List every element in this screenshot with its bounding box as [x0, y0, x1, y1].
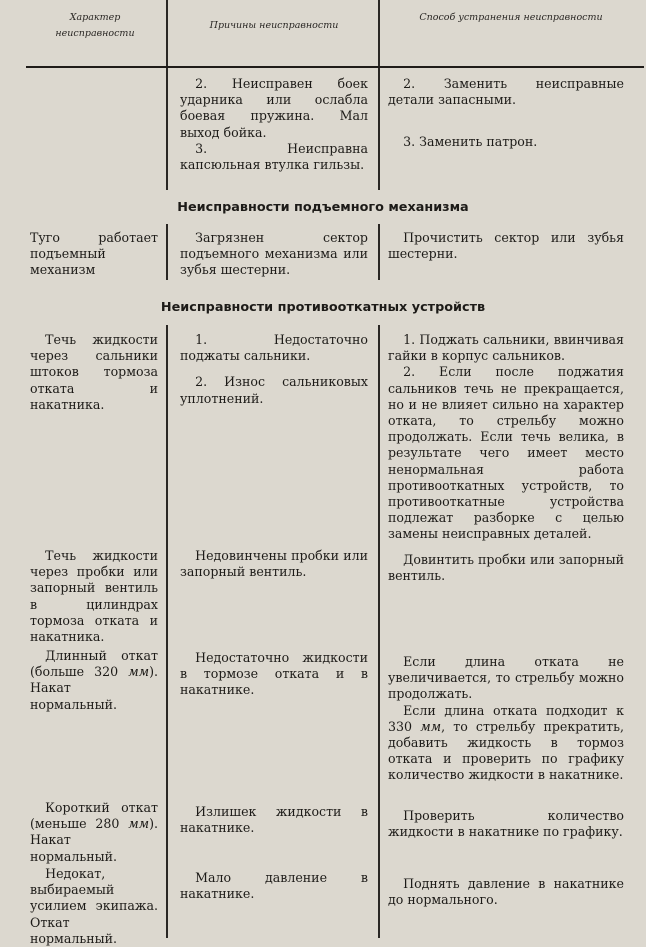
remedy-cell	[388, 808, 624, 840]
remedy-item: 2. Заменить неисправные детали запасными.	[388, 76, 624, 108]
symptom-part: Короткий откат (меньше 280	[30, 800, 158, 832]
cause-item: Недостаточно жидкости в тормозе отката и в накатнике.	[180, 650, 368, 698]
unit: мм	[128, 664, 150, 680]
remedy-cell	[388, 76, 624, 151]
remedy-part: Если длина отката подходит к 330	[388, 702, 624, 734]
cause-item: Излишек жидкости в накатнике.	[180, 804, 368, 836]
column-divider-1	[166, 325, 168, 938]
remedy-item: Поднять давление в накатнике до нормального.	[388, 876, 624, 908]
cause-cell	[180, 804, 368, 836]
cause-item: 1. Недостаточно поджаты сальники.	[180, 332, 368, 364]
remedy-cell	[388, 230, 624, 262]
symptom-cell: Туго работает подъемный механизм	[30, 230, 158, 278]
column-divider-2	[378, 325, 380, 938]
header-col2: Причины неисправности	[209, 20, 339, 31]
remedy-item: Если длина отката не увеличивается, то стрельбу можно продолжать.	[388, 654, 624, 702]
symptom-cell	[30, 548, 158, 645]
remedy-cell	[388, 876, 624, 908]
remedy-cell	[388, 332, 624, 543]
symptom-cell	[30, 800, 158, 865]
unit: мм	[420, 718, 442, 734]
cause-item: 2. Износ сальниковых уплотнений.	[180, 374, 368, 406]
cause-cell	[180, 650, 368, 699]
cause-item: Мало давление в накатнике.	[180, 870, 368, 902]
section-title: Неисправности противооткатных устройств	[160, 300, 486, 315]
symptom-text: Недокат, выбираемый усилием экипажа. Откат нормальный.	[30, 866, 158, 946]
symptom-text: Течь жидкости через пробки или запорный вентиль в цилиндрах тормоза отката и накатника.	[30, 548, 158, 645]
cause-cell	[180, 230, 368, 279]
header-col3: Способ устранения неисправности	[419, 12, 603, 23]
cause-item: 3. Неисправна капсюльная втулка гильзы.	[180, 140, 368, 173]
remedy-item: Проверить количество жидкости в накатнике по графику.	[388, 808, 624, 840]
unit: мм	[128, 816, 150, 832]
cause-cell	[180, 332, 368, 407]
remedy-item: 3. Заменить патрон.	[403, 134, 538, 150]
column-divider-2	[378, 0, 380, 190]
cause-item: 2. Неисправен боек ударника или ослабла боевая пружина. Мал выход бойка.	[180, 76, 368, 140]
column-divider-1	[166, 0, 168, 190]
symptom-text	[30, 648, 158, 713]
cause-item: Недовинчены пробки или запорный вентиль.	[180, 548, 368, 580]
remedy-item: 1. Поджать сальники, ввинчивая гайки в корпус сальников.	[388, 332, 624, 364]
symptom-cell	[30, 866, 158, 947]
remedy-part: , то стрельбу прекратить, добавить жидкость в тормоз отката и проверить по графику количество жидкости в накатнике.	[388, 718, 624, 783]
symptom-text	[30, 800, 158, 865]
column-divider-2	[378, 224, 380, 280]
column-divider-1	[166, 224, 168, 280]
remedy-item: 2. Если после поджатия сальников течь не прекращается, но и не влияет сильно на характер отката, то стрельбу можно продолжать. Если течь велика, в результате чего имеет место ненормальная работа противооткатных устройств, то противооткатные устройства подлежат разборке с целью замены неисправных деталей.	[388, 364, 624, 542]
cause-item: Загрязнен сектор подъемного механизма или зубья шестерни.	[180, 230, 368, 278]
symptom-part: ). Накат нормальный.	[30, 816, 158, 864]
remedy-cell	[388, 654, 624, 784]
cause-cell	[180, 548, 368, 580]
symptom-part: Длинный откат (больше 320	[30, 648, 158, 680]
symptom-text: Течь жидкости через сальники штоков тормоза отката и накатника.	[30, 332, 158, 412]
cause-cell	[180, 76, 368, 173]
remedy-item	[388, 703, 624, 784]
section-title: Неисправности подъемного механизма	[177, 200, 469, 215]
symptom-cell	[30, 332, 158, 413]
symptom-part: ). Накат нормальный.	[30, 664, 158, 712]
header-rule	[26, 66, 644, 68]
remedy-item: Довинтить пробки или запорный вентиль.	[388, 552, 624, 584]
symptom-cell	[30, 648, 158, 713]
cause-cell	[180, 870, 368, 902]
remedy-item: Прочистить сектор или зубья шестерни.	[388, 230, 624, 262]
remedy-cell	[388, 552, 624, 584]
header-col1: Характер неисправности	[55, 12, 135, 40]
